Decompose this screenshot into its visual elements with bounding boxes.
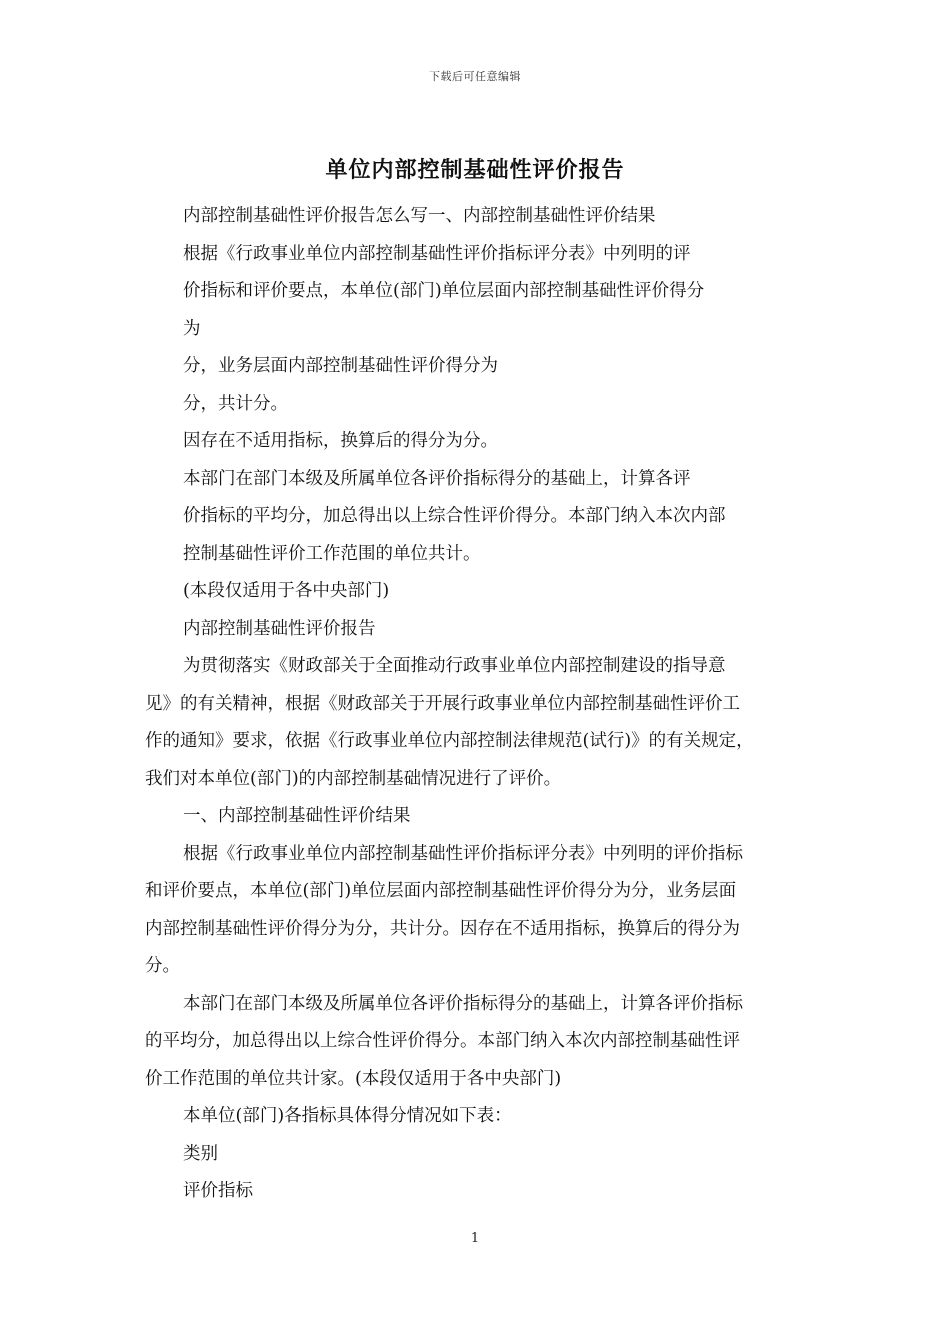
- document-body: [145, 198, 820, 1211]
- paragraph-line: 内部控制基础性评价报告: [183, 618, 376, 639]
- paragraph-line: 本部门在部门本级及所属单位各评价指标得分的基础上，计算各评: [183, 468, 691, 489]
- paragraph-line: 本部门在部门本级及所属单位各评价指标得分的基础上，计算各评价指标: [183, 993, 743, 1014]
- header-note: 下载后可任意编辑: [429, 70, 521, 83]
- paragraph-line: 内部控制基础性评价得分为分，共计分。因存在不适用指标，换算后的得分为: [145, 918, 740, 939]
- paragraph-line: 内部控制基础性评价报告怎么写一、内部控制基础性评价结果: [183, 206, 656, 226]
- paragraph-line: 作的通知》要求，依据《行政事业单位内部控制法律规范(试行)》的有关规定，: [145, 731, 754, 751]
- paragraph-line: 本单位(部门)各指标具体得分情况如下表：: [183, 1106, 512, 1126]
- paragraph-line: 价指标的平均分，加总得出以上综合性评价得分。本部门纳入本次内部: [183, 506, 726, 526]
- paragraph-line: 因存在不适用指标，换算后的得分为分。: [183, 431, 498, 451]
- paragraph-line: 和评价要点，本单位(部门)单位层面内部控制基础性评价得分为分，业务层面: [145, 881, 737, 901]
- paragraph-line: 分，业务层面内部控制基础性评价得分为: [183, 356, 498, 376]
- paragraph-line: 分。: [145, 956, 180, 976]
- paragraph-line: 的平均分，加总得出以上综合性评价得分。本部门纳入本次内部控制基础性评: [145, 1031, 740, 1051]
- paragraph-line: 价指标和评价要点，本单位(部门)单位层面内部控制基础性评价得分: [183, 281, 705, 301]
- paragraph-line: 为: [183, 318, 201, 339]
- paragraph-line: (本段仅适用于各中央部门): [183, 581, 390, 601]
- paragraph-line: 见》的有关精神，根据《财政部关于开展行政事业单位内部控制基础性评价工: [145, 693, 740, 714]
- paragraph-line: 控制基础性评价工作范围的单位共计。: [183, 543, 481, 564]
- paragraph-line: 根据《行政事业单位内部控制基础性评价指标评分表》中列明的评: [183, 243, 691, 264]
- document-title: 单位内部控制基础性评价报告: [325, 157, 625, 183]
- paragraph-line: 价工作范围的单位共计家。(本段仅适用于各中央部门): [145, 1068, 562, 1089]
- page-number: 1: [470, 1231, 480, 1246]
- paragraph-line: 分，共计分。: [183, 393, 288, 414]
- paragraph-line: 类别: [183, 1143, 218, 1164]
- paragraph-line: 为贯彻落实《财政部关于全面推动行政事业单位内部控制建设的指导意: [183, 656, 726, 676]
- paragraph-line: 我们对本单位(部门)的内部控制基础情况进行了评价。: [145, 768, 562, 789]
- paragraph-line: 根据《行政事业单位内部控制基础性评价指标评分表》中列明的评价指标: [183, 843, 743, 864]
- paragraph-line: 一、内部控制基础性评价结果: [183, 806, 411, 826]
- paragraph-line: 评价指标: [183, 1181, 253, 1201]
